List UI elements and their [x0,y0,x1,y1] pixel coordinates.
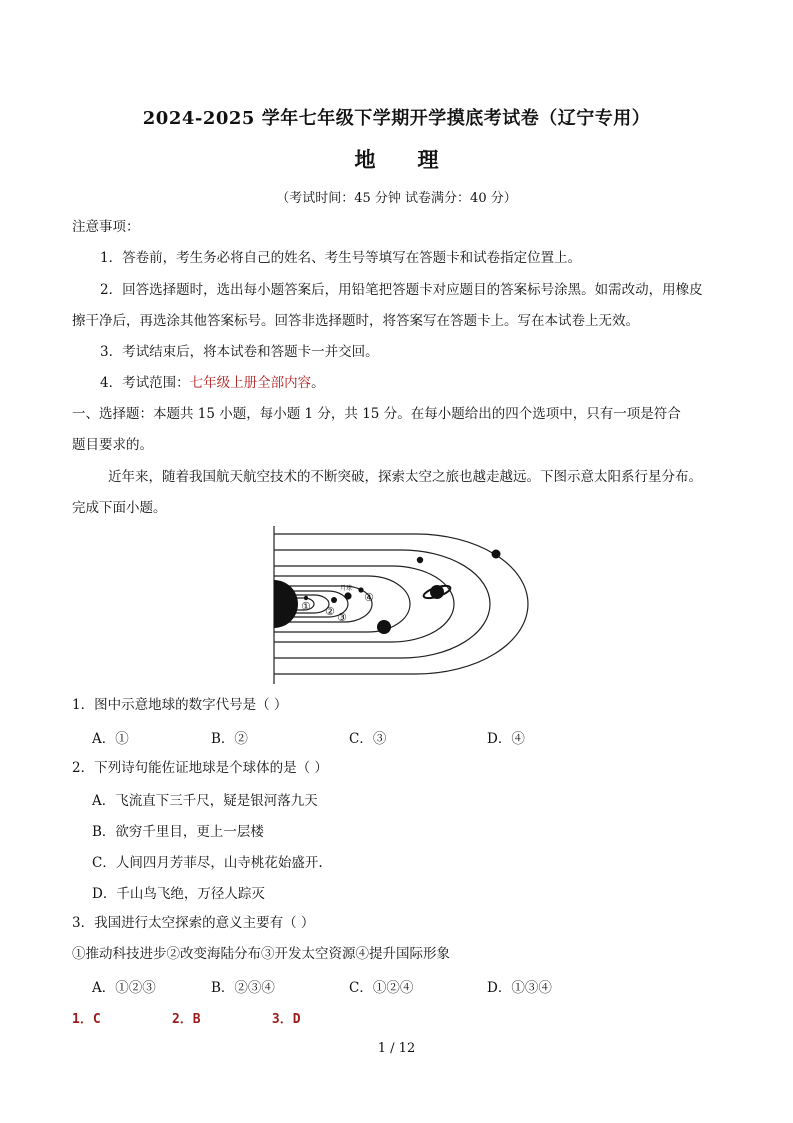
solar-system-figure [270,524,532,686]
q1-option-d: D．④ [487,731,525,747]
q1-option-b: B．② [211,731,248,747]
q1-option-a: A．① [92,731,129,747]
q1-stem: 1．图中示意地球的数字代号是（ ） [72,697,288,713]
sun [274,580,298,628]
note-4-suffix: 。 [311,375,325,391]
planet-neptune [492,550,501,559]
q3-option-b: B．②③④ [211,980,275,996]
planet-saturn [422,583,451,600]
q2-option-b: B．欲穷千里目，更上一层楼 [92,824,264,840]
q2-option-c: C．人间四月芳菲尽，山寺桃花始盛开. [92,855,323,871]
label-1: ① [301,600,311,613]
note-1: 1．答卷前，考生务必将自己的姓名、考生号等填写在答题卡和试卷指定位置上。 [100,250,582,266]
planet-venus [331,597,337,603]
note-4-prefix: 4．考试范围： [100,375,190,391]
label-4: ④ [364,591,374,604]
q2-option-d: D．千山鸟飞绝，万径人踪灭 [92,886,265,902]
moon-label: 月球 [340,585,353,592]
note-2-line-2: 擦干净后，再选涂其他答案标号。回答非选择题时，将答案写在答题卡上。写在本试卷上无效。 [72,313,639,329]
q2-option-a: A．飞流直下三千尺，疑是银河落九天 [92,793,318,809]
label-3: ③ [337,611,347,624]
q1-option-c: C．③ [349,731,387,747]
exam-info: （考试时间：45 分钟 试卷满分：40 分） [276,191,517,206]
section-1-line-2: 题目要求的。 [72,437,153,453]
note-4-scope: 七年级上册全部内容 [189,375,312,391]
note-4 [100,373,325,393]
answer-key: 1．C 2．B 3．D [72,1012,301,1027]
note-3: 3．考试结束后，将本试卷和答题卡一并交回。 [100,344,379,360]
planet-jupiter [377,620,391,634]
page-title: 2024-2025 学年七年级下学期开学摸底考试卷（辽宁专用） [142,108,651,129]
notes-heading: 注意事项： [72,219,140,235]
q3-statement: ①推动科技进步②改变海陆分布③开发太空资源④提升国际形象 [72,946,450,962]
label-2: ② [325,605,335,618]
page-number: 1 / 12 [377,1041,416,1056]
q2-stem: 2．下列诗句能佐证地球是个球体的是（ ） [72,760,328,776]
subject-heading: 地理 [354,147,481,172]
stem-line-2: 完成下面小题。 [72,500,167,516]
q3-option-a: A．①②③ [92,980,156,996]
q3-option-c: C．①②④ [349,980,414,996]
note-2-line-1: 2．回答选择题时，选出每小题答案后，用铅笔把答题卡对应题目的答案标号涂黑。如需改动，用橡皮 [100,282,703,298]
planet-earth [344,592,351,599]
planet-uranus [417,557,423,563]
stem-line-1: 近年来，随着我国航天航空技术的不断突破，探索太空之旅也越走越远。下图示意太阳系行星分布。 [108,469,702,485]
planet-mars [358,587,363,592]
section-1-line-1: 一、选择题：本题共 15 小题，每小题 1 分，共 15 分。在每小题给出的四个选项中，只有一项是符合 [72,406,681,422]
q3-stem: 3．我国进行太空探索的意义主要有（ ） [72,915,315,931]
q3-option-d: D．①③④ [487,980,552,996]
